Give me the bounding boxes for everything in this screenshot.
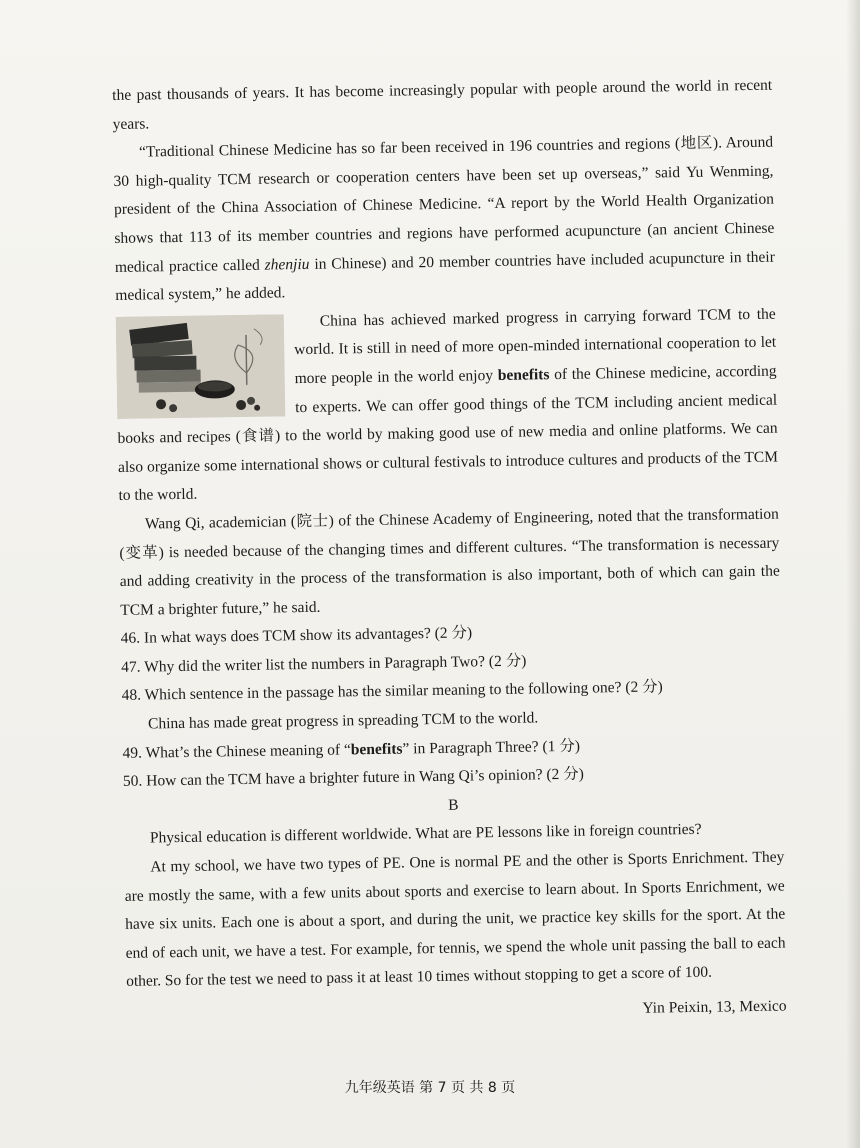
question-49-text: 49. What’s the Chinese meaning of “ [122,740,351,762]
page-content [112,72,787,1032]
passage-b-signature: Yin Peixin, 13, Mexico [642,997,787,1017]
paragraph-2-end: in Chinese) and 20 member countries have included acupuncture in their medical system,” he added. [115,248,775,305]
passage-b-paragraph-2: At my school, we have two types of PE. One is normal PE and the other is Sports Enrichment. They are mostly the same, with a few units about sports and exercise to learn about. In Sports Enrichment, we have six units. Each one is about a sport, and during the unit, we practice key skills for the sport. At the end of each unit, we have a test. For example, for tennis, we spend the whole unit passing the ball to each other. So for the test we need to pass it at least 10 times without stopping to get a score of 100. [124,848,786,991]
passage-a-paragraph-4: Wang Qi, academician (院士) of the Chinese Academy of Engineering, noted that the transformation (变革) is needed because of the changing times and different cultures. “The transformation is necessary and adding creativity in the process of the transformation is also important, both of which can gain the TCM a brighter future,” he said. [119,505,780,619]
section-b-heading: B [448,796,459,814]
passage-a-paragraph-3-block [116,300,779,510]
paragraph-3-end: of the Chinese medicine, according to experts. We can offer good things of the TCM including ancient medical books and recipes (食谱) to the world by making good use of new media and online platforms. We can also organize some international shows or cultural festivals to introduce cultures and products of the TCM to the world. [117,362,779,505]
page-footer: 九年级英语 第 7 页 共 8 页 [344,1080,516,1096]
page-edge-shadow [846,0,860,1148]
question-50: 50. How can the TCM have a brighter future in Wang Qi’s opinion? (2 分) [122,765,585,791]
question-47: 47. Why did the writer list the numbers in Paragraph Two? (2 分) [121,652,527,676]
passage-a-paragraph-2 [113,129,776,311]
tcm-books-bowl-illustration [116,314,286,419]
tcm-illustration [116,314,286,419]
paragraph-2-text: “Traditional Chinese Medicine has so far been received in 196 countries and regions (地区). Around 30 high-quality TCM research or cooperation centers have been set up overseas,” said Yu Wenming, president of the China Association of Chinese Medicine. “A report by the World Health Organization shows that 113 of its member countries and regions have performed acupuncture (an ancient Chinese medical practice called [113,133,775,276]
question-48: 48. Which sentence in the passage has the similar meaning to the following one? (2 分) [121,678,663,705]
question-46: 46. In what ways does TCM show its advantages? (2 分) [120,624,473,648]
paragraph-2-italic: zhenjiu [264,255,310,274]
question-48-sentence: China has made great progress in spreading TCM to the world. [147,709,539,733]
paragraph-3-bold: benefits [497,366,550,384]
question-49-bold: benefits [350,740,403,758]
question-49-end: ” in Paragraph Three? (1 分) [402,737,581,758]
passage-b-paragraph-1: Physical education is different worldwide. What are PE lessons like in foreign countries? [149,821,702,847]
passage-a-paragraph-1: the past thousands of years. It has become increasingly popular with people around the world in recent years. [112,76,773,133]
paragraph-3-text: China has achieved marked progress in carrying forward TCM to the world. It is still in need of more open-minded international cooperation to let more people in the world enjoy [294,305,777,388]
